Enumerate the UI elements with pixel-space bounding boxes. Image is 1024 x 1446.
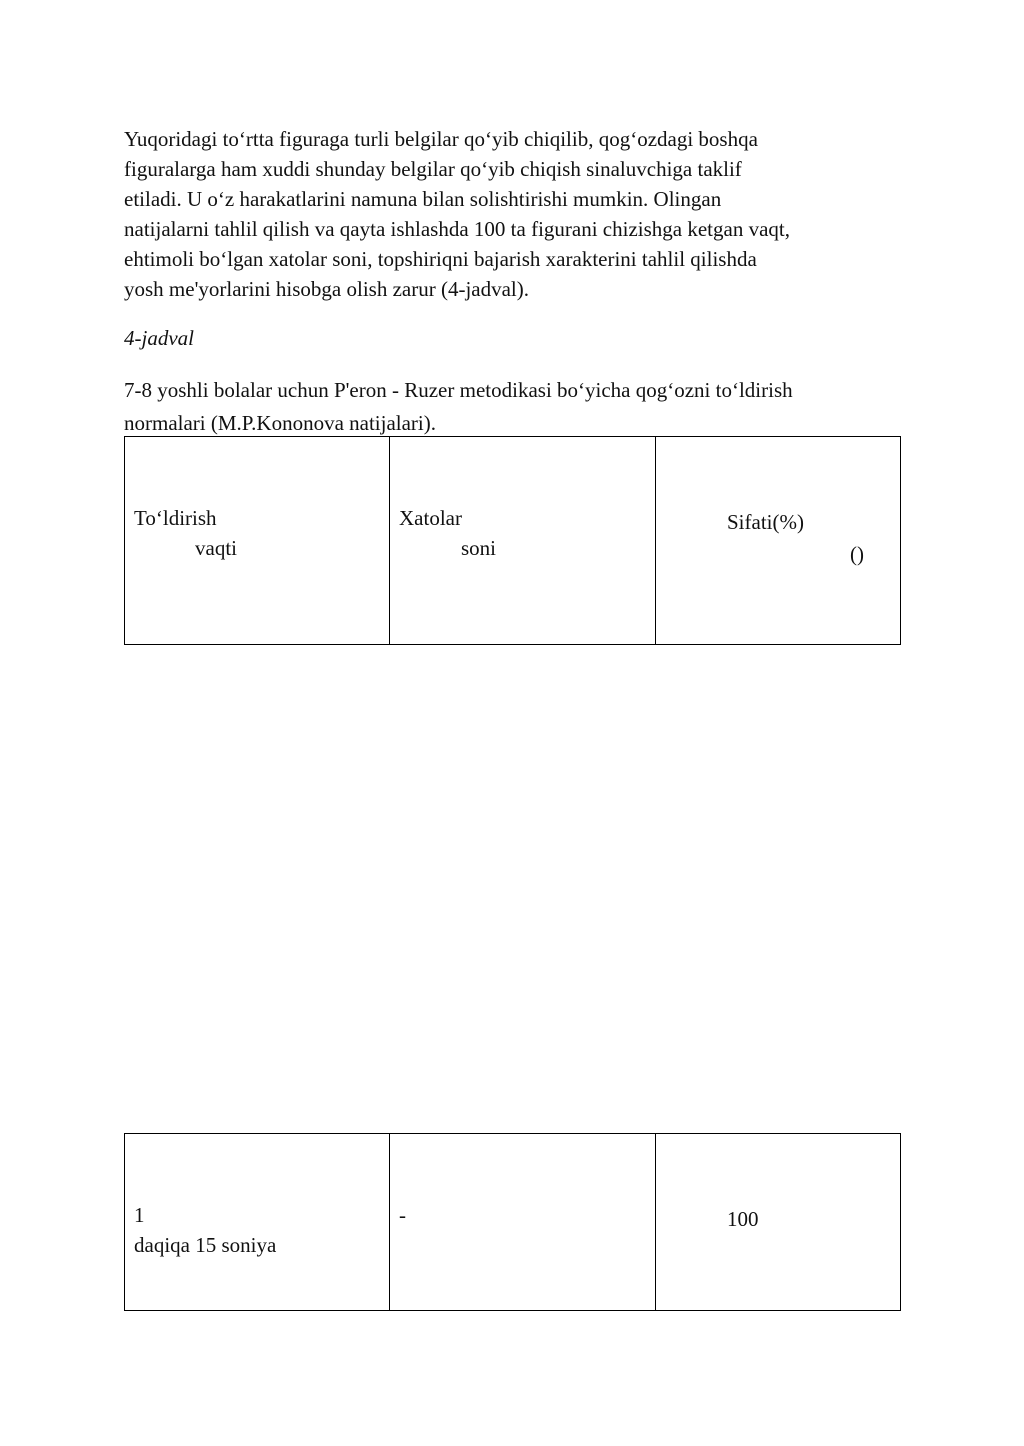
data-cell-time: [125, 1134, 390, 1311]
cell-text: 1: [134, 1203, 145, 1227]
header-text: vaqti: [195, 536, 237, 560]
header-text: (): [850, 542, 864, 566]
data-cell-errors: [390, 1134, 656, 1311]
table-caption: [124, 374, 904, 440]
cell-text: 100: [727, 1207, 759, 1231]
paragraph-line: etiladi. U o‘z harakatlarini namuna bilan solishtirishi mumkin. Olingan: [124, 187, 722, 211]
header-text: Sifati(%): [727, 510, 804, 534]
paragraph-line: ehtimoli bo‘lgan xatolar soni, topshiriqni bajarish xarakterini tahlil qilishda: [124, 247, 757, 271]
cell-text: daqiqa 15 soniya: [134, 1233, 277, 1257]
paragraph-line: yosh me'yorlarini hisobga olish zarur (4-jadval).: [124, 277, 530, 301]
paragraph-line: natijalarni tahlil qilish va qayta ishlashda 100 ta figurani chizishga ketgan vaqt,: [124, 217, 790, 241]
table-row: [125, 1134, 901, 1311]
table-header-row: [125, 437, 901, 645]
caption-line: normalari (M.P.Kononova natijalari).: [124, 411, 437, 435]
header-cell-errors: [390, 437, 656, 645]
header-text: soni: [461, 536, 497, 560]
header-cell-time: [125, 437, 390, 645]
header-table: [124, 436, 901, 645]
data-table: [124, 1133, 901, 1311]
header-text: Xatolar: [399, 506, 462, 530]
caption-line: 7-8 yoshli bolalar uchun P'eron - Ruzer metodikasi bo‘yicha qog‘ozni to‘ldirish: [124, 378, 793, 402]
data-cell-quality: [656, 1134, 901, 1311]
paragraph-line: Yuqoridagi to‘rtta figuraga turli belgilar qo‘yib chiqilib, qog‘ozdagi boshqa: [124, 127, 758, 151]
table-label: 4-jadval: [124, 326, 194, 350]
header-text: To‘ldirish: [134, 506, 217, 530]
body-paragraph: [124, 124, 904, 304]
paragraph-line: figuralarga ham xuddi shunday belgilar qo‘yib chiqish sinaluvchiga taklif: [124, 157, 742, 181]
header-cell-quality: [656, 437, 901, 645]
cell-text: -: [399, 1203, 406, 1227]
